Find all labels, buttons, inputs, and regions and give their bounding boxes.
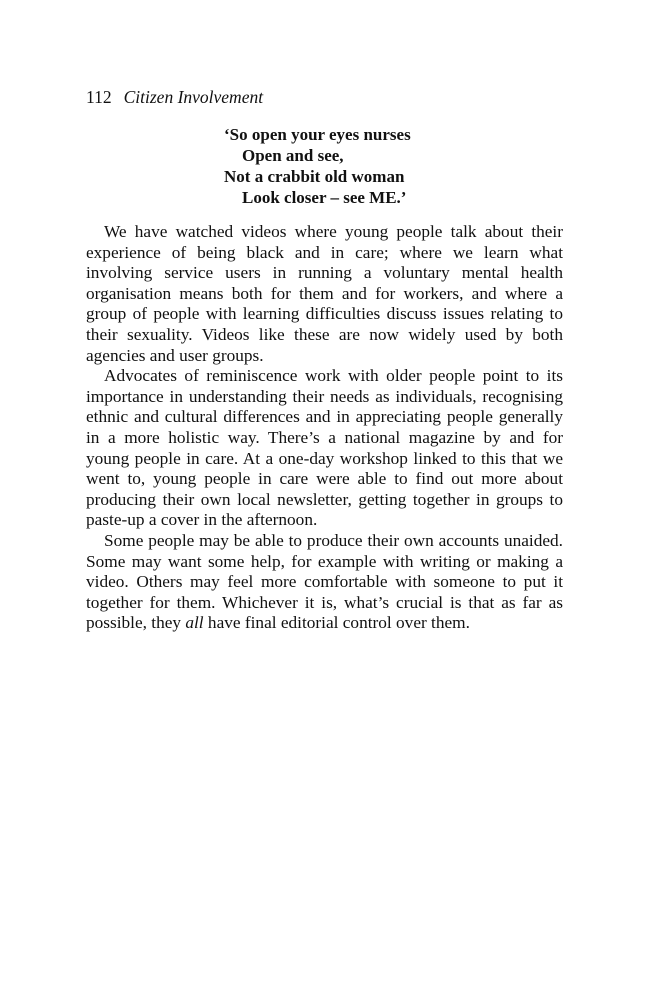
- verse-line: Not a crabbit old woman: [224, 167, 405, 186]
- body-text: [86, 222, 563, 634]
- running-title: Citizen Involvement: [123, 87, 264, 107]
- paragraph: [86, 531, 563, 634]
- paragraph-text: have final editorial control over them.: [203, 613, 470, 633]
- running-head: [86, 86, 263, 108]
- verse-line: Look closer – see ME.’: [242, 188, 407, 207]
- verse-line: Open and see,: [242, 146, 344, 165]
- emphasis-text: all: [185, 613, 204, 633]
- verse-quote: [224, 124, 411, 208]
- page-number: 112: [86, 87, 112, 107]
- paragraph: We have watched videos where young people talk about their experience of being black and in care; where we learn what involving service users in running a voluntary mental health organisation means both for them and for workers, and where a group of people with learning difficulties discuss issues relating to their sexuality. Videos like these are now widely used by both agencies and user groups.: [86, 222, 563, 365]
- paragraph-text: Some people may be able to produce their own accounts unaided. Some may want some help, for example with writing or making a video. Others may feel more comfortable with someone to put it together for them. Whichever it is, what’s crucial is that as far as possible, they: [86, 530, 563, 633]
- paragraph: Advocates of reminiscence work with older people point to its importance in understanding their needs as individuals, recognising ethnic and cultural differences and in appreciating people generally in a more holistic way. There’s a national magazine by and for young people in care. At a one-day workshop linked to this that we went to, young people in care were able to find out more about producing their own local newsletter, getting together in groups to paste-up a cover in the afternoon.: [86, 366, 563, 530]
- verse-line: ‘So open your eyes nurses: [224, 125, 411, 144]
